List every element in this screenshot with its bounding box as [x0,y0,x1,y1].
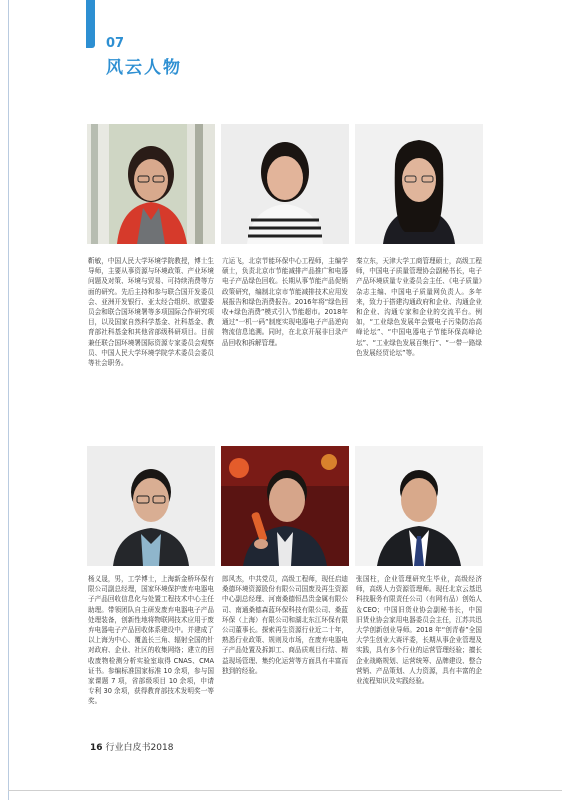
photo-person-6 [355,446,483,566]
bio-person-6: 张国柱，企业管理研究生毕业，高级经济师，高级人力资源管理师。现任北京云基迅科技服务有限责任公司（有网有品）创始人＆CEO；中国旧货业协会副秘书长，中国旧货业协会家用电器委员会主任，江苏共迅大学创新创业导师。2018 年“创青春”全国大学生创业大赛评委，长期从事企业管理及实践，具有多个行业的运营管理经验；擅长企业战略规划、运营统筹、品牌建设、整合营销、产品策划、人力资源，具有丰富的企业流程知识及实践经验。 [356,575,482,686]
bio-person-3: 秦立东，天津大学工商管理硕士，高级工程师，中国电子质量管理协会副秘书长，电子产品环境质量专业委员会主任、《电子质量》杂志主编、中国电子质量网负责人。多年来，致力于搭建沟通政府和企业、沟通企业和企业、沟通专家和企业的交流平台。例如，“工业绿色发展年会暨电子污染防治高峰论坛”、“中国电器电子节能环保高峰论坛”、“工业绿色发展百集行”、“一带一路绿色发展经贸论坛”等。 [356,257,482,357]
bio-person-5: 郎风杰，中共党员，高级工程师，现任启迪桑德环境资源股份有限公司国废及再生资源中心副总经理、河南桑德恒昌贵金属有限公司、南通桑德森蓝环保科技有限公司、桑蓝环保（上海）有限公司和湖北东江环保有限公司董事长。探索再生资源行业近二十年，熟悉行业政策、规则及市场，在废弃电器电子产品处置及拆卸工、商品质观目行结、精益现场管理、集约化运营等方面具有丰富而独到的经验。 [222,575,348,675]
bio-person-4: 杨义晟，男，工学博士，上海新金桥环保有限公司副总经理，国家环境保护废弃电器电子产品回收信息化与处置工程技术中心主任助理。带领团队自主研发废弃电器电子产品处理装备，创新性地将物联网技术应用于废弃电器电子产品回收体系建设中。并建成了以上海为中心、覆盖长三角、辐射全国的针对政府、企业、社区的收集网络；建立的回收废物检测分析实验室取得 CNAS、CMA 证书。参编标准国家标准 10 余项，参与国家课题 7 项，省部级项目 10 余项，申请专利 30 余项，获得教育部技术发明奖一等奖。 [88,575,214,706]
photo-person-4 [87,446,215,566]
page-number: 16 [90,743,103,753]
section-tab-marker [86,0,95,48]
bio-person-2: 亢运飞，北京节能环保中心工程师，主编学硕士，负责北京市节能减排产品推广和电器电子产品绿色回收。长期从事节能产品促销政策研究，编制北京市节能减排技术应用发展报告和绿色消费报告。2016年将“绿色回收+绿色消费”模式引入节能超市。2018年通过“一机一码”制度实现电器电子产品逆向物流信息追溯。同时，在北京开展非目录产品回收和拆解管理。 [222,257,348,347]
left-margin-rule [8,0,9,800]
section-title: 风云人物 [106,58,182,78]
bio-person-1: 靳敏，中国人民大学环境学院教授，博士生导师，主要从事资源与环境政策、产业环境问题及对策、环境与贸易、可持续消费等方面的研究。先后主持和参与联合国开发委员会、亚洲开发银行、亚太经合组织、欧盟委员会和联合国环境署等多项国际合作研究项目，以及国家自然科学基金、社科基金、教育部社科基金和其他省部级科研项目。目前兼任联合国环境署国际资源专家委员会观察员、中国人民大学环境学院学术委员会委员等社会职务。 [88,257,214,368]
page-footer [90,740,173,753]
section-number: 07 [106,36,125,51]
photo-person-3 [355,124,483,244]
photo-person-1 [87,124,215,244]
photo-person-2 [221,124,349,244]
publication-title: 行业白皮书2018 [105,743,174,753]
bottom-rule [8,790,562,791]
photo-person-5 [221,446,349,566]
